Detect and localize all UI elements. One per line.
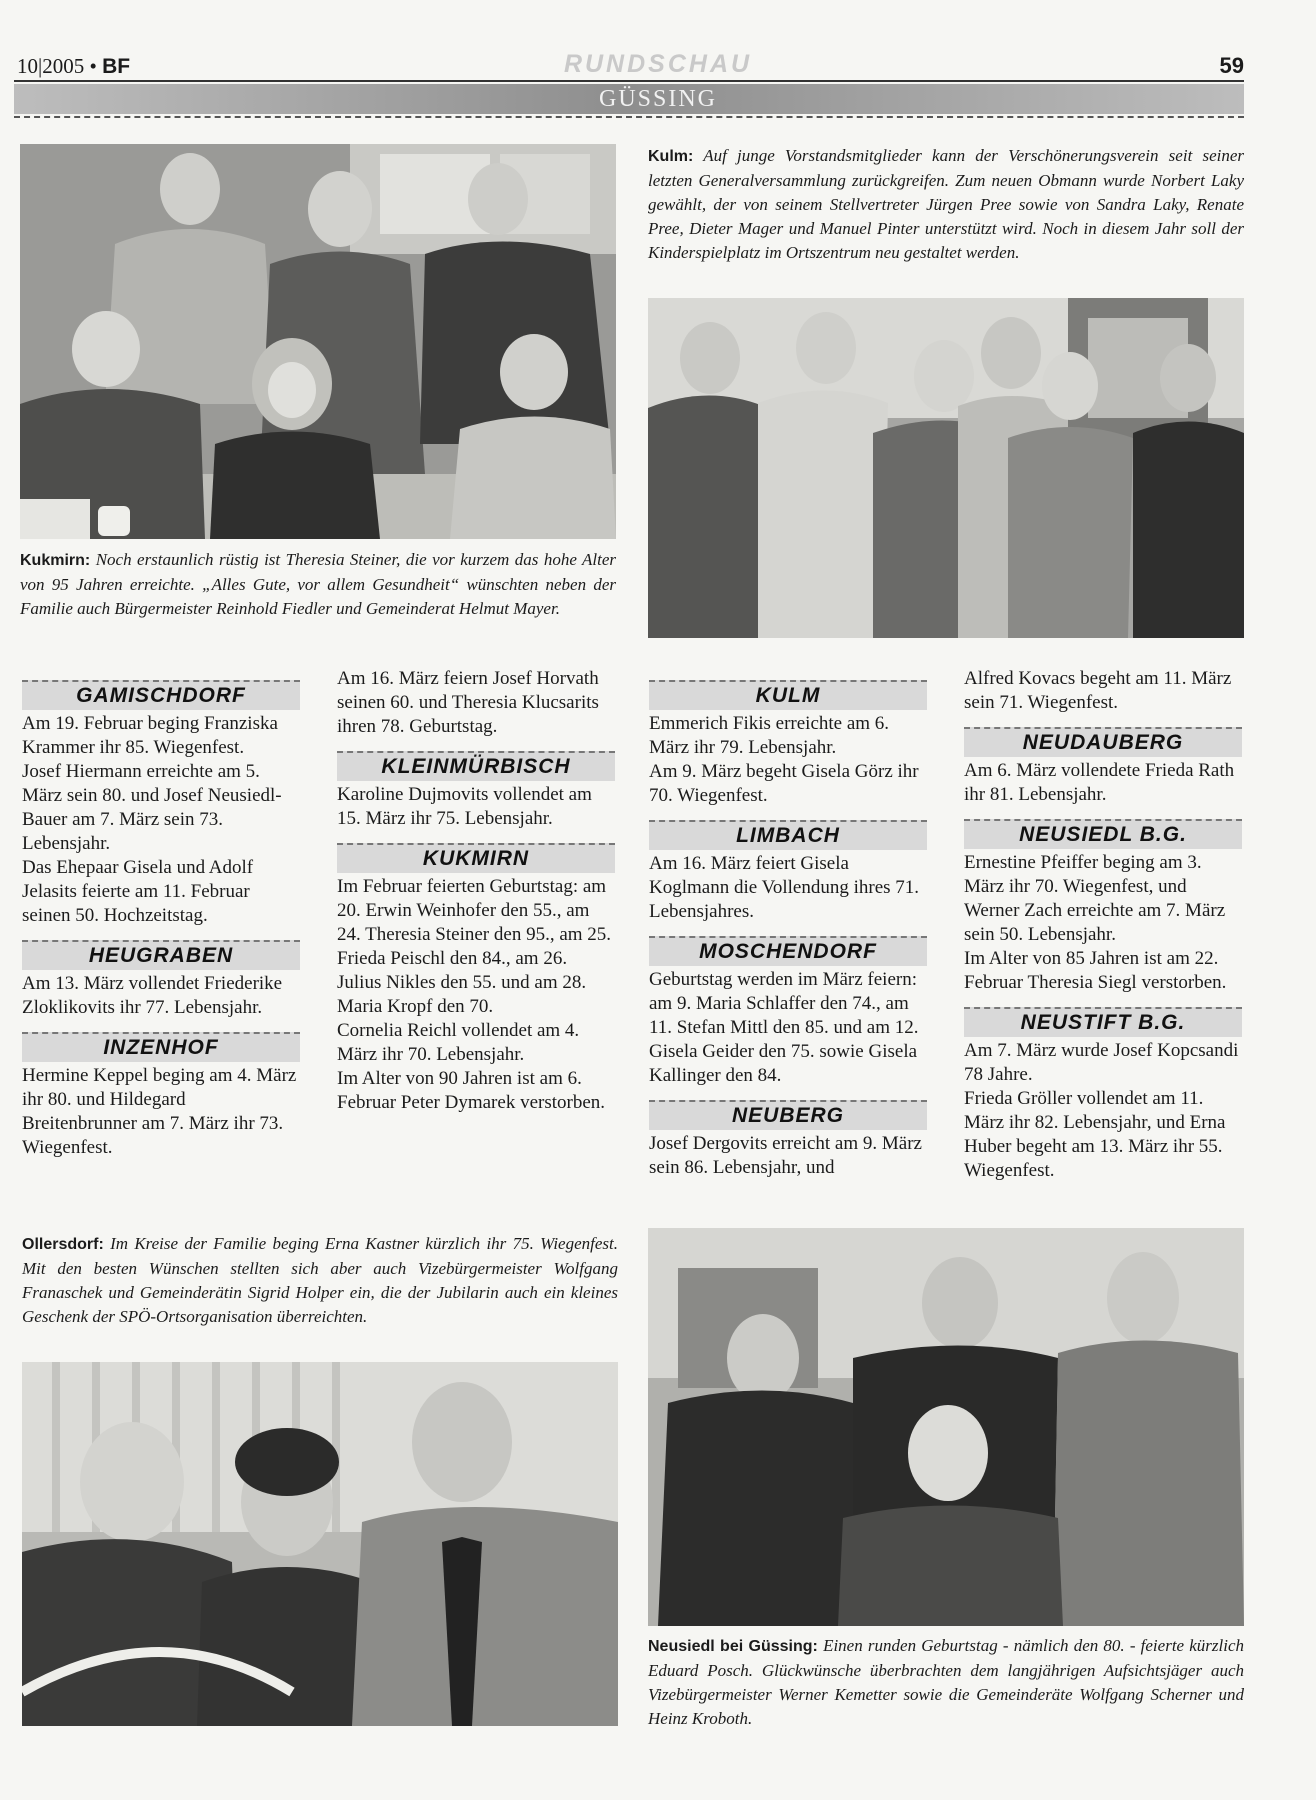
header-dashed-rule <box>14 116 1244 118</box>
neusiedl-bg-p2: Im Alter von 85 Jahren ist am 22. Februar Theresia Siegl verstorben. <box>964 948 1227 993</box>
caption-kulm <box>648 144 1244 265</box>
photo-neusiedl <box>648 1228 1244 1626</box>
kukmirn-p3: Im Alter von 90 Jahren ist am 6. Februar Peter Dymarek verstorben. <box>337 1068 606 1113</box>
kulm-p2: Am 9. März begeht Gisela Görz ihr 70. Wiegenfest. <box>649 761 919 806</box>
moschendorf-p1: Geburtstag werden im März feiern: am 9. Maria Schlaffer den 74., am 11. Stefan Mittl den 85. und am 12. Gisela Geider den 75. sowie Gisela Kallinger den 84. <box>649 969 919 1086</box>
heading-kulm: KULM <box>649 680 927 710</box>
neustift-bg-p1: Am 7. März wurde Josef Kopcsandi 78 Jahre. <box>964 1040 1239 1085</box>
caption-ollersdorf <box>22 1232 618 1329</box>
gamischdorf-p1: Am 19. Februar beging Franziska Krammer ihr 85. Wiegenfest. <box>22 713 278 758</box>
caption-kukmirn-place: Kukmirn: <box>20 552 91 569</box>
heugraben-p1: Am 13. März vollendet Friederike Zloklikovits ihr 77. Lebensjahr. <box>22 973 283 1018</box>
heading-inzenhof: INZENHOF <box>22 1032 300 1062</box>
header-rule <box>14 80 1244 82</box>
caption-kulm-text: Auf junge Vorstandsmitglieder kann der Verschönerungsverein seit seiner letzten Generalversammlung zurückgreifen. Zum neuen Obmann wurde Norbert Laky gewählt, der von seinem Stellvertreter Jürgen Pree sowie von Sandra Laky, Renate Pree, Dieter Mager und Manuel Pinter unterstützt wird. Noch in diesem Jahr soll der Kinderspielplatz im Ortszentrum neu gestaltet werden. <box>648 146 1245 262</box>
caption-neusiedl-text: Einen runden Geburtstag - nämlich den 80. - feierte kürzlich Eduard Posch. Glückwünsche überbrachten dem langjährigen Aufsichtsjäger auch Vizebürgermeister Werner Kemetter sowie die Gemeinderäte Wolfgang Scherner und Heinz Kroboth. <box>648 1636 1245 1728</box>
caption-kukmirn <box>20 548 616 621</box>
limbach-p1: Am 16. März feiert Gisela Koglmann die Vollendung ihres 71. Lebensjahres. <box>649 853 920 922</box>
column-1 <box>22 680 300 1160</box>
page-number: 59 <box>1219 53 1244 78</box>
neusiedl-bg-p1: Ernestine Pfeiffer beging am 3. März ihr 70. Wiegenfest, und Werner Zach erreichte am 7. März sein 50. Lebensjahr. <box>964 852 1226 945</box>
heading-neustift-bg: NEUSTIFT B.G. <box>964 1007 1242 1037</box>
column-4 <box>964 667 1242 1183</box>
kleinmuerbisch-p1: Karoline Dujmovits vollendet am 15. März ihr 75. Lebensjahr. <box>337 784 592 829</box>
heading-heugraben: HEUGRABEN <box>22 940 300 970</box>
issue-number: 10|2005 <box>17 54 85 78</box>
heading-gamischdorf: GAMISCHDORF <box>22 680 300 710</box>
caption-ollersdorf-text: Im Kreise der Familie beging Erna Kastner kürzlich ihr 75. Wiegenfest. Mit den besten Wünschen stellten sich aber auch Vizebürgermeister Wolfgang Franaschek und Gemeinderätin Sigrid Holper ein, die der Jubilarin auch ein kleines Geschenk der SPÖ-Ortsorganisation überreichten. <box>22 1234 619 1326</box>
photo-kukmirn <box>20 144 616 539</box>
heading-moschendorf: MOSCHENDORF <box>649 936 927 966</box>
kukmirn-p1: Im Februar feierten Geburtstag: am 20. Erwin Weinhofer den 55., am 24. Theresia Steiner den 95., am 25. Frieda Peischl den 84., am 26. Julius Nikles den 55. und am 28. Maria Kropf den 70. <box>337 876 612 1017</box>
caption-ollersdorf-place: Ollersdorf: <box>22 1236 104 1253</box>
district-title: GÜSSING <box>598 86 717 112</box>
gamischdorf-p2: Josef Hiermann erreichte am 5. März sein 80. und Josef Neusiedl-Bauer am 7. März sein 73. Lebensjahr. <box>22 761 282 854</box>
kulm-p1: Emmerich Fikis erreichte am 6. März ihr 79. Lebensjahr. <box>649 713 890 758</box>
heading-kukmirn: KUKMIRN <box>337 843 615 873</box>
issue-bullet: • <box>89 54 97 78</box>
caption-kulm-place: Kulm: <box>648 148 694 165</box>
column-2 <box>337 667 615 1115</box>
inzenhof-p1: Hermine Keppel beging am 4. März ihr 80. und Hildegard Breitenbrunner am 7. März ihr 73. Wiegenfest. <box>22 1065 297 1158</box>
caption-neusiedl-place: Neusiedl bei Güssing: <box>648 1638 818 1655</box>
section-title: RUNDSCHAU <box>563 50 753 78</box>
caption-neusiedl <box>648 1634 1244 1731</box>
col4-lead: Alfred Kovacs begeht am 11. März sein 71. Wiegenfest. <box>964 668 1232 713</box>
col2-lead: Am 16. März feiern Josef Horvath seinen 60. und Theresia Klucsarits ihren 78. Geburtstag. <box>337 668 599 737</box>
gamischdorf-p3: Das Ehepaar Gisela und Adolf Jelasits feierte am 11. Februar seinen 50. Hochzeitstag. <box>22 857 254 926</box>
neudauberg-p1: Am 6. März vollendete Frieda Rath ihr 81. Lebensjahr. <box>964 760 1235 805</box>
kukmirn-p2: Cornelia Reichl vollendet am 4. März ihr 70. Lebensjahr. <box>337 1020 580 1065</box>
heading-neusiedl-bg: NEUSIEDL B.G. <box>964 819 1242 849</box>
heading-neudauberg: NEUDAUBERG <box>964 727 1242 757</box>
neuberg-p1: Josef Dergovits erreicht am 9. März sein 86. Lebensjahr, und <box>649 1133 922 1178</box>
heading-limbach: LIMBACH <box>649 820 927 850</box>
heading-kleinmuerbisch: KLEINMÜRBISCH <box>337 751 615 781</box>
photo-kulm <box>648 298 1244 638</box>
neustift-bg-p2: Frieda Gröller vollendet am 11. März ihr 82. Lebensjahr, und Erna Huber begeht am 13. März ihr 55. Wiegenfest. <box>964 1088 1226 1181</box>
heading-neuberg: NEUBERG <box>649 1100 927 1130</box>
magazine-name: BF <box>102 55 131 78</box>
column-3 <box>649 680 927 1180</box>
caption-kukmirn-text: Noch erstaunlich rüstig ist Theresia Steiner, die vor kurzem das hohe Alter von 95 Jahren erreichte. „Alles Gute, vor allem Gesundheit“ wünschten neben der Familie auch Bürgermeister Reinhold Fiedler und Gemeinderat Helmut Mayer. <box>20 550 616 618</box>
photo-ollersdorf <box>22 1362 618 1726</box>
